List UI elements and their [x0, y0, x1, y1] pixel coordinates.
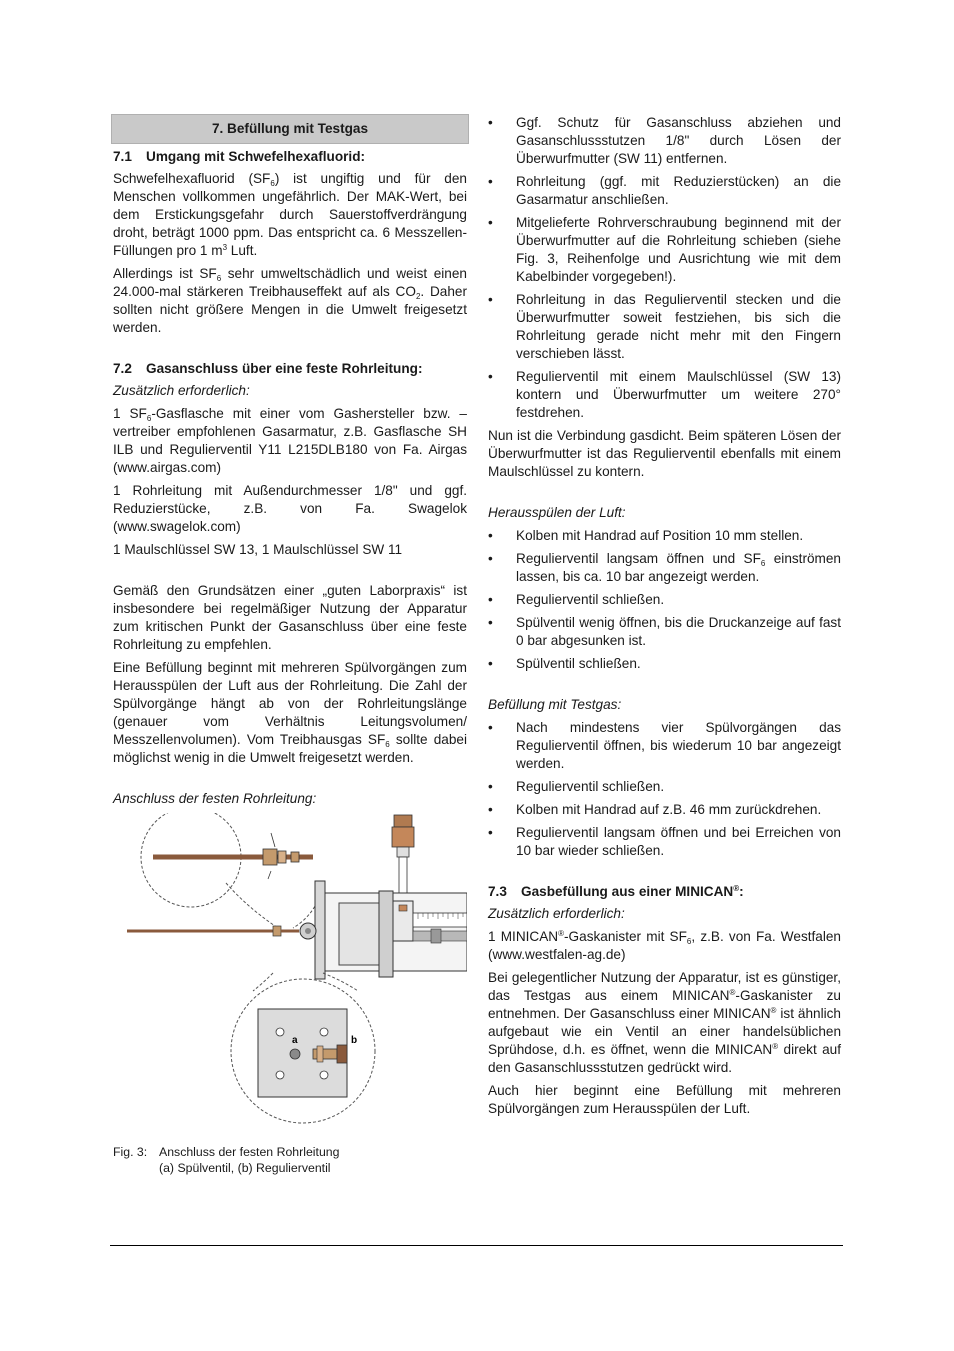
text: Luft.	[227, 243, 258, 258]
regulator-valve-knob	[337, 1045, 347, 1063]
list-item: • Spülventil schließen.	[488, 655, 841, 673]
list-item: • Spülventil wenig öffnen, bis die Druckanzeige auf fast 0 bar abgesunken ist.	[488, 614, 841, 650]
superscript: ®	[770, 1006, 777, 1015]
text: ) ist ungiftig und für den Menschen vollkommen ungefährlich. Der MAK-Wert, bei dem Erstickungsgefahr durch Sauerstoffverdrängung droht, beträgt 1000 ppm. Das entspricht ca. 6 Messzellen-Füllungen pro 1 m	[113, 171, 467, 258]
text: einströmen lassen, bis ca. 10 bar angezeigt werden.	[516, 551, 841, 584]
pipe-fitting	[273, 926, 281, 936]
text: :	[739, 884, 744, 899]
subscript: 6	[216, 274, 222, 283]
gas-armature-top	[394, 815, 412, 827]
detail-ferrule-2	[291, 852, 299, 862]
required-item-minican	[488, 928, 841, 964]
pointer	[268, 871, 271, 879]
apparatus-plate	[379, 891, 393, 977]
paragraph-sf6-harmless	[113, 170, 467, 260]
pointer	[271, 833, 275, 847]
text: -Gaskanister mit SF	[564, 929, 687, 944]
text: -Gasflasche mit einer vom Gashersteller bzw. –vertreiber empfohlenen Gasarmatur, z.B. Gasflasche SH ILB und Regulierventil Y11 L215DLB180 von Fa. Airgas (www.airgas.com)	[113, 406, 467, 475]
list-item: • Regulierventil langsam öffnen und bei Erreichen von 10 bar wieder schließen.	[488, 824, 841, 860]
text: . Daher sollten nicht größere Mengen in die Umwelt freigesetzt werden.	[113, 284, 467, 335]
heading-7-3-title: Gasbefüllung aus einer MINICAN	[521, 884, 734, 899]
heading-7-2-number: 7.2	[113, 361, 132, 376]
section-title: 7. Befüllung mit Testgas	[111, 114, 469, 144]
spacer	[113, 564, 467, 582]
right-column	[488, 114, 841, 1123]
spacer	[113, 772, 467, 790]
text: direkt auf den Gasanschlussstutzen gedrückt wird.	[488, 1042, 841, 1075]
superscript: 3	[222, 243, 228, 252]
text: , z.B. von Fa. Westfalen (www.westfalen-ag.de)	[488, 929, 841, 962]
text: sehr umweltschädlich und weist einen 24.000-mal stärkeren Treibhauseffekt auf als CO	[113, 266, 467, 299]
apparatus-cell	[339, 903, 379, 965]
connection-steps-list	[488, 114, 841, 422]
caption-label: Fig. 3:	[113, 1145, 148, 1159]
list-item	[488, 550, 841, 586]
text: Allerdings ist SF	[113, 266, 217, 281]
gas-armature-nut	[397, 847, 409, 857]
subscript: 2	[415, 292, 421, 301]
figure-caption	[113, 1144, 473, 1176]
text: ist ähnlich aufgebaut wie ein Ventil an einer handelsüblichen Sprühdose, d.h. es öffnet, wenn die MINICAN	[488, 1006, 841, 1057]
heading-7-2	[113, 360, 467, 378]
text: sollte dabei möglichst wenig in die Umwelt freigesetzt werden.	[113, 732, 467, 765]
list-item: • Rohrleitung (ggf. mit Reduzierstücken) an die Gasarmatur anschließen.	[488, 173, 841, 209]
fill-heading: Befüllung mit Testgas:	[488, 697, 622, 712]
spacer	[113, 342, 467, 360]
heading-7-1-title: Umgang mit Schwefelhexafluorid:	[146, 149, 366, 164]
caption-line-1	[113, 1144, 473, 1160]
required-label: Zusätzlich erforderlich:	[113, 383, 250, 398]
list-item: • Ggf. Schutz für Gasanschluss abziehen und Gasanschlussstutzen 1/8" durch Lösen der Überwurfmutter (SW 11) entfernen.	[488, 114, 841, 168]
paragraph-lab-practice: Gemäß den Grundsätzen einer „guten Laborpraxis“ ist insbesondere bei regelmäßiger Nutzung der Apparatur zum kritischen Punkt der Gasanschluss über eine feste Rohrleitung zu empfehlen.	[113, 583, 467, 652]
list-item: • Rohrleitung in das Regulierventil stecken und die Überwurfmutter soweit festziehen, bis sich die Rohrleitung gerade nicht mehr mit den Fingern verschieben lässt.	[488, 291, 841, 363]
heading-7-1	[113, 148, 467, 166]
figure-pipe-connection	[113, 813, 467, 1133]
list-item: • Nach mindestens vier Spülvorgängen das Regulierventil öffnen, bis wiederum 10 bar angezeigt werden.	[488, 719, 841, 773]
detail-connector	[323, 973, 358, 991]
heading-7-3	[488, 883, 841, 901]
paragraph-flush-procedure	[113, 659, 467, 767]
superscript: ®	[729, 988, 736, 997]
paragraph-minican-usage	[488, 969, 841, 1077]
text: Regulierventil langsam öffnen und SF	[516, 551, 761, 566]
heading-7-3-number: 7.3	[488, 884, 507, 899]
detail-connector	[226, 883, 278, 928]
heading-7-1-number: 7.1	[113, 149, 132, 164]
detail-connector	[253, 973, 273, 991]
caption-text-1: Anschluss der festen Rohrleitung	[159, 1145, 340, 1159]
subscript: 6	[686, 937, 692, 946]
detail-circle-top	[141, 813, 241, 907]
connection-heading: Anschluss der festen Rohrleitung:	[113, 791, 317, 806]
paragraph-minican-flush: Auch hier beginnt eine Befüllung mit mehreren Spülvorgängen zum Herausspülen der Luft.	[488, 1083, 841, 1116]
flush-valve	[290, 1049, 300, 1059]
text: Schwefelhexafluorid (SF	[113, 171, 271, 186]
apparatus-inlet	[399, 905, 407, 911]
spacer	[488, 486, 841, 504]
apparatus-spindle-nut	[431, 929, 441, 943]
detail-ferrule	[278, 851, 286, 863]
superscript: ®	[733, 884, 740, 893]
list-item: • Regulierventil schließen.	[488, 591, 841, 609]
paragraph-sf6-environment	[113, 265, 467, 337]
flush-steps-list	[488, 527, 841, 673]
list-item: • Kolben mit Handrad auf z.B. 46 mm zurückdrehen.	[488, 801, 841, 819]
regulator-valve-nut	[317, 1046, 323, 1062]
pipe-connection-illustration	[113, 813, 467, 1133]
required-item-gas-bottle	[113, 405, 467, 477]
superscript: ®	[558, 929, 565, 938]
caption-line-2: (a) Spülventil, (b) Regulierventil	[159, 1161, 331, 1175]
subscript: 6	[760, 559, 766, 568]
detail-nut	[263, 849, 277, 865]
apparatus-flange	[315, 881, 325, 979]
text: -Gaskanister zu entnehmen. Der Gasanschluss einer MINICAN	[488, 988, 841, 1021]
text: Bei gelegentlicher Nutzung der Apparatur, ist es günstiger, das Testgas aus einem MINICAN	[488, 970, 841, 1003]
text: 1 MINICAN	[488, 929, 559, 944]
list-item: • Mitgelieferte Rohrverschraubung beginnend mit der Überwurfmutter auf die Rohrleitung schieben (siehe Fig. 3, Reihenfolge und Ausrichtung wie mit dem Kabelbinder vorgegeben!).	[488, 214, 841, 286]
apparatus-scale	[413, 913, 467, 927]
label-a: a	[292, 1035, 298, 1046]
label-b: b	[351, 1035, 358, 1046]
text: 1 SF	[113, 406, 147, 421]
paragraph-gas-tight: Nun ist die Verbindung gasdicht. Beim späteren Lösen der Überwurfmutter ist das Regulierventil ebenfalls mit einem Maulschlüssel zu kontern.	[488, 428, 841, 479]
valve-knob-center	[305, 928, 311, 934]
required-item-wrench: 1 Maulschlüssel SW 13, 1 Maulschlüssel SW 11	[113, 542, 403, 557]
required-item-pipe: 1 Rohrleitung mit Außendurchmesser 1/8" und ggf. Reduzierstücke, z.B. von Fa. Swagelok (www.swagelok.com)	[113, 483, 467, 534]
fill-steps-list	[488, 719, 841, 860]
list-item: • Regulierventil mit einem Maulschlüssel (SW 13) kontern und Überwurfmutter um weitere 270° festdrehen.	[488, 368, 841, 422]
gas-armature-body	[392, 827, 414, 847]
subscript: 6	[146, 414, 152, 423]
text: Eine Befüllung beginnt mit mehreren Spülvorgängen zum Herausspülen der Luft aus der Rohrleitung. Die Zahl der Spülvorgänge hängt ab von der Rohrleitungslänge (genauer vom Verhältnis Leitungsvolumen/ Messzellenvolumen). Vom Treibhausgas SF	[113, 660, 467, 747]
subscript: 6	[385, 740, 390, 749]
list-item: • Kolben mit Handrad auf Position 10 mm stellen.	[488, 527, 841, 545]
heading-7-2-title: Gasanschluss über eine feste Rohrleitung:	[146, 361, 423, 376]
flush-heading: Herausspülen der Luft:	[488, 505, 626, 520]
regulator-valve-body	[313, 1049, 337, 1059]
left-column	[113, 114, 467, 1133]
list-item: • Regulierventil schließen.	[488, 778, 841, 796]
footer-rule	[110, 1245, 843, 1246]
superscript: ®	[772, 1042, 779, 1051]
spacer	[488, 865, 841, 883]
subscript: 6	[270, 179, 275, 188]
gas-armature-stem	[399, 857, 407, 893]
required-label-7-3: Zusätzlich erforderlich:	[488, 906, 625, 921]
spacer	[488, 678, 841, 696]
